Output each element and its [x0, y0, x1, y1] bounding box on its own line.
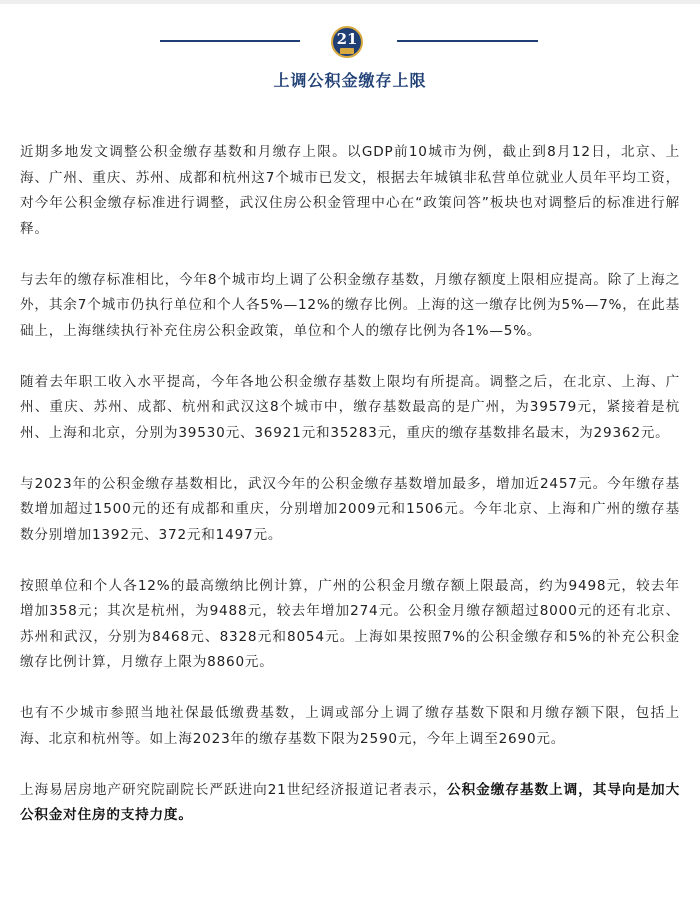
article-header: [0, 22, 700, 102]
top-strip: [0, 0, 700, 4]
quote-emphasis: 公积金缴存基数上调，其导向是加大公积金对住房的支持力度。: [20, 781, 680, 823]
quote-lead: 上海易居房地产研究院副院长严跃进向21世纪经济报道记者表示，: [20, 781, 448, 798]
paragraph-3: 随着去年职工收入水平提高，今年各地公积金缴存基数上限均有所提高。调整之后，在北京、上海、广州、重庆、苏州、成都、杭州和武汉这8个城市中，缴存基数最高的是广州，为39579元，紧接着是杭州、上海和北京，分别为39530元、36921元和35283元，重庆的缴存基数排名最末，为29362元。: [20, 373, 680, 441]
badge-ribbon: [340, 48, 354, 54]
article-title: 上调公积金缴存上限: [273, 71, 427, 90]
badge-number: 21: [336, 30, 358, 48]
paragraph-2: 与去年的缴存标准相比，今年8个城市均上调了公积金缴存基数，月缴存额度上限相应提高。除了上海之外，其余7个城市仍执行单位和个人各5%—12%的缴存比例。上海的这一缴存比例为5%—7%，在此基础上，上海继续执行补充住房公积金政策，单位和个人的缴存比例为各1%—5%。: [20, 271, 680, 339]
logo-21-badge: [331, 26, 363, 58]
paragraph-6: 也有不少城市参照当地社保最低缴费基数，上调或部分上调了缴存基数下限和月缴存额下限，包括上海、北京和杭州等。如上海2023年的缴存基数下限为2590元，今年上调至2690元。: [20, 705, 680, 747]
paragraph-1: 近期多地发文调整公积金缴存基数和月缴存上限。以GDP前10城市为例，截止到8月12日，北京、上海、广州、重庆、苏州、成都和杭州这7个城市已发文，根据去年城镇非私营单位就业人员年平均工资，对今年公积金缴存标准进行调整，武汉住房公积金管理中心在“政策问答”板块也对调整后的标准进行解释。: [20, 144, 680, 237]
paragraph-7: [20, 778, 680, 829]
header-rule-left: [160, 40, 300, 42]
paragraph-5: 按照单位和个人各12%的最高缴纳比例计算，广州的公积金月缴存额上限最高，约为9498元，较去年增加358元；其次是杭州，为9488元，较去年增加274元。公积金月缴存额超过8000元的还有北京、苏州和武汉，分别为8468元、8328元和8054元。上海如果按照7%的公积金缴存和5%的补充公积金缴存比例计算，月缴存上限为8860元。: [20, 577, 680, 670]
article-body: [20, 140, 680, 854]
paragraph-4: 与2023年的公积金缴存基数相比，武汉今年的公积金缴存基数增加最多，增加近2457元。今年缴存基数增加超过1500元的还有成都和重庆，分别增加2009元和1506元。今年北京、上海和广州的缴存基数分别增加1392元、372元和1497元。: [20, 475, 680, 543]
header-rule-right: [397, 40, 538, 42]
